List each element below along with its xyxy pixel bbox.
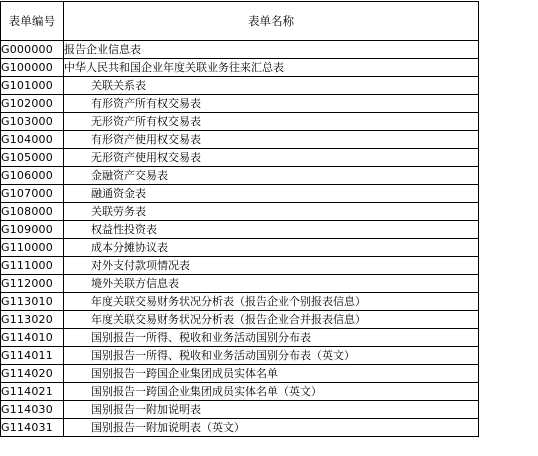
header-name-cell[interactable]: 表单名称 xyxy=(64,2,479,41)
form-name-cell[interactable]: 境外关联方信息表 xyxy=(64,275,479,293)
table-body xyxy=(1,2,479,437)
form-code-cell[interactable]: G109000 xyxy=(1,221,64,239)
table-row xyxy=(1,77,479,95)
table-row xyxy=(1,311,479,329)
form-name-cell[interactable]: 金融资产交易表 xyxy=(64,167,479,185)
form-name-cell[interactable]: 国别报告一所得、税收和业务活动国别分布表（英文） xyxy=(64,347,479,365)
table-row xyxy=(1,167,479,185)
form-name-cell[interactable]: 成本分摊协议表 xyxy=(64,239,479,257)
table-row xyxy=(1,293,479,311)
form-code-cell[interactable]: G110000 xyxy=(1,239,64,257)
form-name-cell[interactable]: 国别报告一附加说明表（英文） xyxy=(64,419,479,437)
table-row xyxy=(1,113,479,131)
form-name-cell[interactable]: 国别报告一附加说明表 xyxy=(64,401,479,419)
form-code-cell[interactable]: G114011 xyxy=(1,347,64,365)
form-name-cell[interactable]: 对外支付款项情况表 xyxy=(64,257,479,275)
form-code-cell[interactable]: G101000 xyxy=(1,77,64,95)
table-row xyxy=(1,203,479,221)
table-row xyxy=(1,401,479,419)
form-name-cell[interactable]: 国别报告一跨国企业集团成员实体名单 xyxy=(64,365,479,383)
form-name-cell[interactable]: 年度关联交易财务状况分析表（报告企业合并报表信息） xyxy=(64,311,479,329)
form-code-cell[interactable]: G113010 xyxy=(1,293,64,311)
form-code-cell[interactable]: G000000 xyxy=(1,41,64,59)
form-code-cell[interactable]: G114020 xyxy=(1,365,64,383)
table-row xyxy=(1,365,479,383)
table-row xyxy=(1,95,479,113)
form-code-cell[interactable]: G114031 xyxy=(1,419,64,437)
form-code-cell[interactable]: G111000 xyxy=(1,257,64,275)
form-name-cell[interactable]: 报告企业信息表 xyxy=(64,41,479,59)
form-code-cell[interactable]: G102000 xyxy=(1,95,64,113)
form-code-cell[interactable]: G108000 xyxy=(1,203,64,221)
report-forms-table xyxy=(0,1,479,437)
table-row xyxy=(1,41,479,59)
form-name-cell[interactable]: 关联关系表 xyxy=(64,77,479,95)
form-name-cell[interactable]: 国别报告一跨国企业集团成员实体名单（英文） xyxy=(64,383,479,401)
form-name-cell[interactable]: 权益性投资表 xyxy=(64,221,479,239)
form-name-cell[interactable]: 有形资产所有权交易表 xyxy=(64,95,479,113)
table-row xyxy=(1,59,479,77)
table-row xyxy=(1,257,479,275)
form-name-cell[interactable]: 有形资产使用权交易表 xyxy=(64,131,479,149)
form-code-cell[interactable]: G113020 xyxy=(1,311,64,329)
header-code-cell[interactable]: 表单编号 xyxy=(1,2,64,41)
form-code-cell[interactable]: G104000 xyxy=(1,131,64,149)
form-name-cell[interactable]: 年度关联交易财务状况分析表（报告企业个别报表信息） xyxy=(64,293,479,311)
header-row xyxy=(1,2,479,41)
form-name-cell[interactable]: 无形资产所有权交易表 xyxy=(64,113,479,131)
form-code-cell[interactable]: G100000 xyxy=(1,59,64,77)
table-row xyxy=(1,419,479,437)
table-row xyxy=(1,221,479,239)
table-row xyxy=(1,275,479,293)
form-code-cell[interactable]: G114030 xyxy=(1,401,64,419)
table-row xyxy=(1,329,479,347)
form-code-cell[interactable]: G114021 xyxy=(1,383,64,401)
table-row xyxy=(1,149,479,167)
form-code-cell[interactable]: G106000 xyxy=(1,167,64,185)
form-name-cell[interactable]: 关联劳务表 xyxy=(64,203,479,221)
table-row xyxy=(1,239,479,257)
form-code-cell[interactable]: G107000 xyxy=(1,185,64,203)
table-row xyxy=(1,383,479,401)
table-row xyxy=(1,185,479,203)
form-name-cell[interactable]: 融通资金表 xyxy=(64,185,479,203)
form-name-cell[interactable]: 中华人民共和国企业年度关联业务往来汇总表 xyxy=(64,59,479,77)
form-name-cell[interactable]: 国别报告一所得、税收和业务活动国别分布表 xyxy=(64,329,479,347)
form-name-cell[interactable]: 无形资产使用权交易表 xyxy=(64,149,479,167)
form-code-cell[interactable]: G103000 xyxy=(1,113,64,131)
table-row xyxy=(1,131,479,149)
form-code-cell[interactable]: G114010 xyxy=(1,329,64,347)
form-code-cell[interactable]: G105000 xyxy=(1,149,64,167)
table-row xyxy=(1,347,479,365)
form-code-cell[interactable]: G112000 xyxy=(1,275,64,293)
